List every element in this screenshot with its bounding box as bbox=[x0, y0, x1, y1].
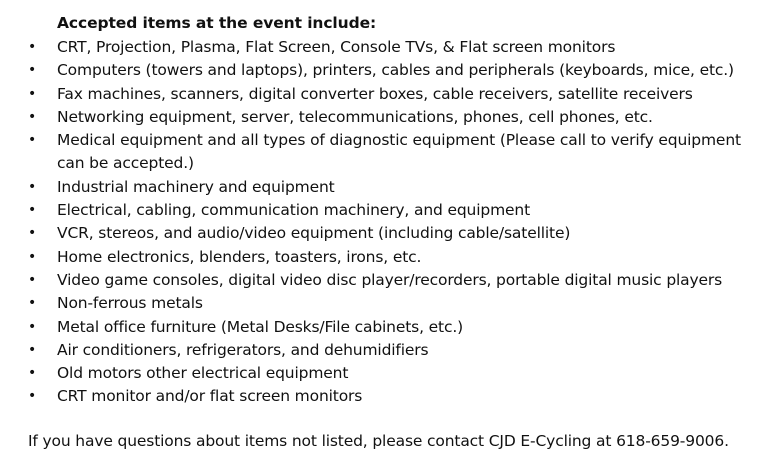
bullet-icon: • bbox=[28, 85, 37, 102]
list-item bbox=[0, 36, 778, 59]
bullet-icon: • bbox=[28, 202, 37, 219]
bullet-icon: • bbox=[28, 248, 37, 265]
bullet-icon: • bbox=[28, 39, 37, 55]
bullet-icon: • bbox=[28, 365, 37, 382]
list-item-text: Video game consoles, digital video disc player/recorders, portable digital music players bbox=[57, 270, 723, 289]
list-item-text: Computers (towers and laptops), printers, cables and peripherals (keyboards, mice, etc.) bbox=[57, 61, 734, 80]
bullet-icon: • bbox=[28, 225, 37, 242]
list-item bbox=[0, 316, 778, 339]
list-item-text: Home electronics, blenders, toasters, irons, etc. bbox=[57, 247, 422, 266]
bullet-icon: • bbox=[28, 318, 37, 335]
list-item-text: Electrical, cabling, communication machinery, and equipment bbox=[57, 201, 531, 220]
list-item bbox=[0, 385, 778, 408]
list-item-text: CRT, Projection, Plasma, Flat Screen, Console TVs, & Flat screen monitors bbox=[57, 38, 616, 56]
bullet-icon: • bbox=[28, 388, 37, 405]
bullet-icon: • bbox=[28, 341, 37, 358]
bullet-icon: • bbox=[28, 295, 37, 312]
list-item-text: CRT monitor and/or flat screen monitors bbox=[57, 387, 363, 406]
list-item bbox=[0, 83, 778, 106]
list-item bbox=[0, 129, 778, 176]
list-item bbox=[0, 269, 778, 292]
list-item bbox=[0, 106, 778, 129]
list-item bbox=[0, 176, 778, 199]
list-item-text: Non-ferrous metals bbox=[57, 294, 203, 313]
bullet-icon: • bbox=[28, 132, 37, 149]
list-item-text: Industrial machinery and equipment bbox=[57, 177, 335, 196]
list-item-text: Metal office furniture (Metal Desks/File cabinets, etc.) bbox=[57, 317, 464, 336]
list-item-text: Fax machines, scanners, digital converter boxes, cable receivers, satellite receivers bbox=[57, 84, 693, 103]
list-item-text: Medical equipment and all types of diagnostic equipment (Please call to verify equipment can be accepted.) bbox=[57, 131, 741, 173]
bullet-icon: • bbox=[28, 62, 37, 79]
accepted-items-list bbox=[0, 36, 778, 409]
list-item-text: Air conditioners, refrigerators, and dehumidifiers bbox=[57, 340, 429, 359]
list-item bbox=[0, 199, 778, 222]
list-item bbox=[0, 362, 778, 385]
list-heading: Accepted items at the event include: bbox=[57, 14, 377, 32]
bullet-icon: • bbox=[28, 178, 37, 195]
list-item-text: Old motors other electrical equipment bbox=[57, 364, 349, 383]
list-item-text: VCR, stereos, and audio/video equipment (including cable/satellite) bbox=[57, 224, 571, 243]
list-item bbox=[0, 246, 778, 269]
contact-note: If you have questions about items not listed, please contact CJD E-Cycling at 618-659-9006. bbox=[28, 432, 729, 450]
list-item bbox=[0, 222, 778, 245]
list-item bbox=[0, 339, 778, 362]
list-item bbox=[0, 59, 778, 82]
list-item-text: Networking equipment, server, telecommunications, phones, cell phones, etc. bbox=[57, 107, 653, 126]
bullet-icon: • bbox=[28, 271, 37, 288]
bullet-icon: • bbox=[28, 108, 37, 125]
list-item bbox=[0, 292, 778, 315]
